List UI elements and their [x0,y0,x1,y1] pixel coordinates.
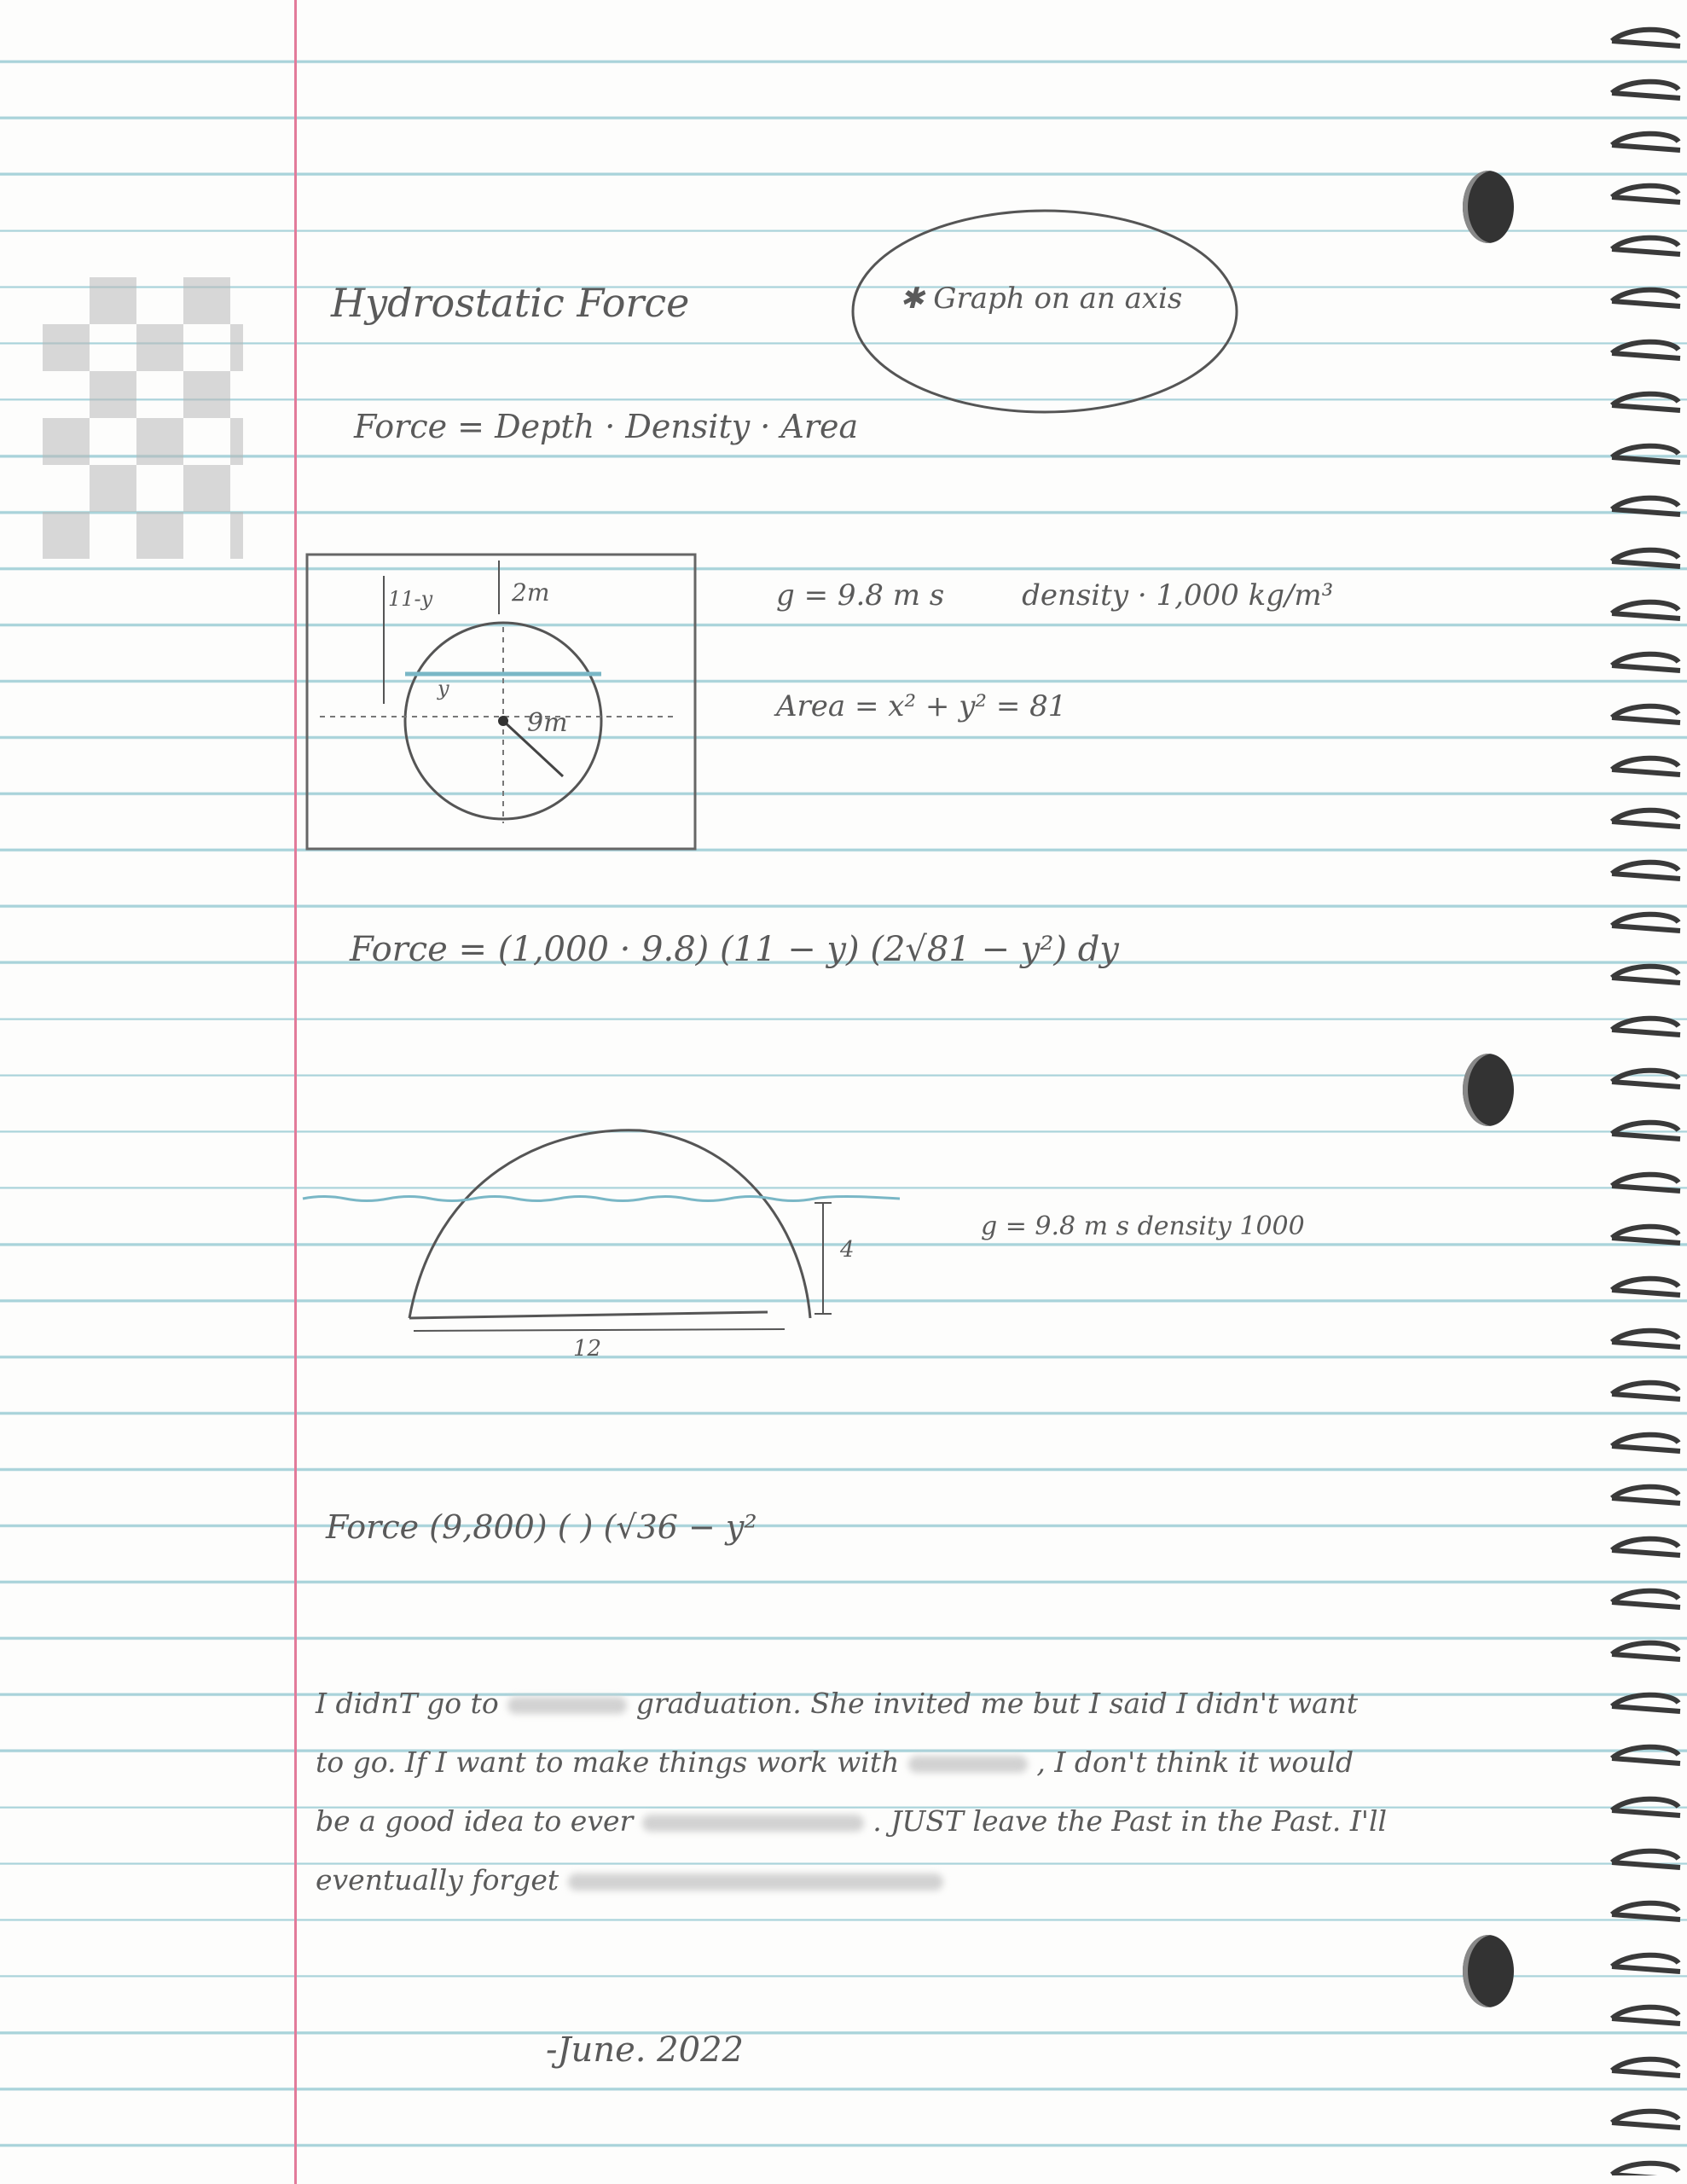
spiral-coil [1612,1851,1680,1867]
spiral-coil [1612,1799,1680,1815]
spiral-coil [1612,1695,1680,1711]
spiral-coil [1612,238,1680,254]
spiral-coil [1612,1227,1680,1243]
spiral-coil [1612,810,1680,827]
spiral-coil [1612,342,1680,358]
spiral-coil [1612,550,1680,566]
binder-hole [1463,1935,1514,2007]
spiral-coil [1612,1955,1680,1972]
spiral-coil [1612,1591,1680,1607]
spiral-coil [1612,446,1680,462]
spiral-coil [1612,1383,1680,1399]
spiral-coil [1612,1071,1680,1087]
spiral-coil [1612,706,1680,723]
spiral-coil [1612,394,1680,410]
spiral-coil [1612,30,1680,46]
problem2-diagram [299,1109,913,1365]
spiral-coil [1612,1279,1680,1295]
spiral-coil [1612,134,1680,150]
spiral-coil [1612,2111,1680,2128]
graph-note: ✱ Graph on an axis [900,282,1183,316]
spiral-coil [1612,1123,1680,1139]
width-label: 12 [573,1336,602,1362]
spiral-coil [1612,1643,1680,1659]
spiral-coil [1612,1331,1680,1347]
binder-hole [1463,1054,1514,1126]
height-label: 4 [840,1237,855,1263]
spiral-coil [1612,1487,1680,1503]
journal-entry: I didnT go to graduation. She invited me but I said I didn't want to go. If I want to make things work with , I don't think it would be a good idea to ever . JUST leave the Past in the Past. I'll eventually forget [316,1687,1388,1896]
area-equation: Area = x² + y² = 81 [776,689,1067,723]
spiral-coil [1612,1747,1680,1763]
page-title: Hydrostatic Force [331,280,690,326]
redaction [568,1873,943,1891]
force-equation-1: Force = (1,000 · 9.8) (11 − y) (2√81 − y²) dy [350,930,1119,969]
problem1-diagram [303,550,712,857]
depth-label: 11-y [388,587,433,611]
graph-note-oval [844,196,1245,427]
radius-label: 9m [527,708,568,738]
force-equation-2: Force (9,800) ( ) (√36 − y² [326,1508,757,1546]
binder-hole [1463,171,1514,243]
margin-line [294,0,297,2184]
checkerboard-doodle [43,277,243,559]
force-definition: Force = Depth · Density · Area [354,408,859,445]
spiral-coil [1612,498,1680,514]
redaction [507,1697,627,1714]
spiral-coil [1612,1019,1680,1035]
spiral-coil [1612,2164,1680,2175]
spiral-coil [1612,290,1680,306]
spiral-coil [1612,967,1680,983]
spiral-coil [1612,186,1680,202]
spiral-coil [1612,1175,1680,1191]
spiral-binding [1603,17,1684,2175]
redaction [908,1756,1028,1773]
spiral-coil [1612,758,1680,775]
spiral-coil [1612,2059,1680,2076]
givens-2: g = 9.8 m s density 1000 [981,1211,1305,1241]
spiral-coil [1612,915,1680,931]
spiral-coil [1612,863,1680,879]
journal-signature: -June. 2022 [546,2030,744,2070]
y-label: y [438,677,449,700]
spiral-coil [1612,602,1680,619]
redaction [642,1815,864,1832]
spiral-coil [1612,82,1680,98]
spiral-coil [1612,654,1680,671]
gravity-value: g = 9.8 m s density · 1,000 kg/m³ [776,578,1334,613]
top-gap-label: 2m [512,578,550,607]
spiral-coil [1612,1903,1680,1920]
spiral-coil [1612,2007,1680,2024]
spiral-coil [1612,1539,1680,1555]
spiral-coil [1612,1435,1680,1451]
